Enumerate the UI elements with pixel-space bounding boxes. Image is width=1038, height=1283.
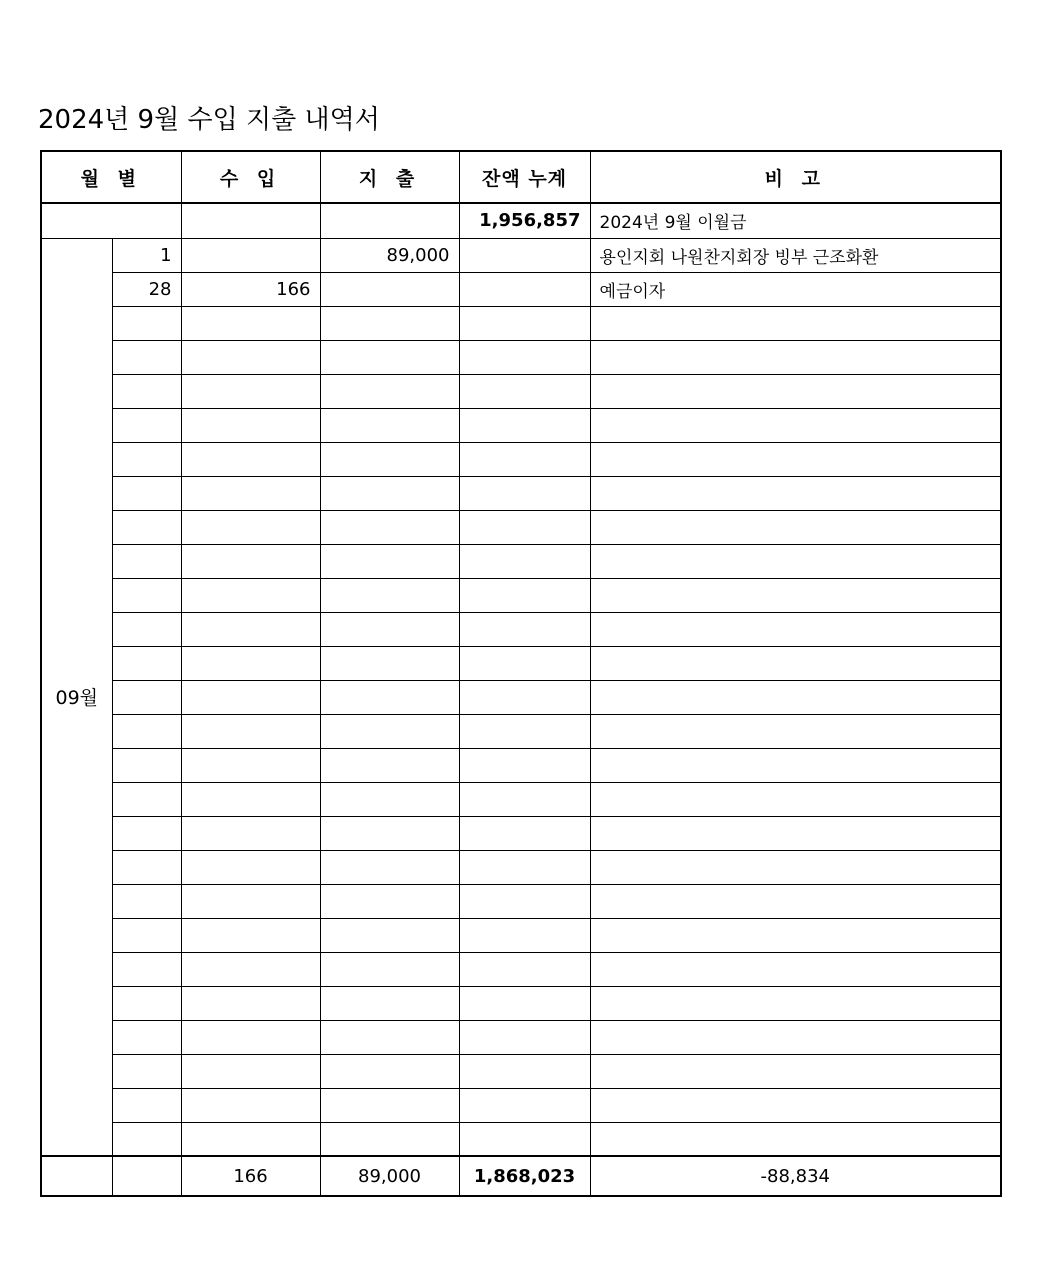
header-month: 월 별	[41, 151, 181, 203]
income-cell	[181, 340, 320, 374]
table-row	[41, 884, 1001, 918]
expense-cell	[320, 986, 459, 1020]
expense-cell	[320, 952, 459, 986]
note-cell	[590, 1054, 1001, 1088]
balance-cell	[459, 714, 590, 748]
day-cell	[112, 680, 181, 714]
balance-cell	[459, 238, 590, 272]
expense-cell	[320, 340, 459, 374]
table-row	[41, 782, 1001, 816]
note-cell: 용인지회 나원찬지회장 빙부 근조화환	[590, 238, 1001, 272]
income-cell	[181, 612, 320, 646]
table-row	[41, 340, 1001, 374]
total-expense: 89,000	[320, 1156, 459, 1196]
note-cell	[590, 510, 1001, 544]
note-cell	[590, 1122, 1001, 1156]
balance-cell	[459, 272, 590, 306]
income-cell	[181, 952, 320, 986]
expense-cell	[320, 1088, 459, 1122]
carry-over-expense-cell	[320, 203, 459, 238]
note-cell	[590, 748, 1001, 782]
day-cell	[112, 748, 181, 782]
expense-cell	[320, 782, 459, 816]
table-row	[41, 612, 1001, 646]
balance-cell	[459, 476, 590, 510]
balance-cell	[459, 986, 590, 1020]
expense-cell	[320, 612, 459, 646]
ledger-table	[40, 150, 1002, 1197]
table-row	[41, 408, 1001, 442]
expense-cell	[320, 408, 459, 442]
income-cell	[181, 1088, 320, 1122]
note-cell	[590, 952, 1001, 986]
expense-cell	[320, 306, 459, 340]
day-cell	[112, 374, 181, 408]
day-cell	[112, 816, 181, 850]
table-row	[41, 748, 1001, 782]
header-row	[41, 151, 1001, 203]
day-cell	[112, 408, 181, 442]
balance-cell	[459, 544, 590, 578]
day-cell	[112, 1122, 181, 1156]
expense-cell	[320, 714, 459, 748]
note-cell	[590, 578, 1001, 612]
income-cell: 166	[181, 272, 320, 306]
note-cell	[590, 884, 1001, 918]
balance-cell	[459, 782, 590, 816]
table-row	[41, 272, 1001, 306]
day-cell	[112, 850, 181, 884]
note-cell	[590, 680, 1001, 714]
income-cell	[181, 782, 320, 816]
table-row	[41, 476, 1001, 510]
balance-cell	[459, 1122, 590, 1156]
expense-cell	[320, 442, 459, 476]
day-cell	[112, 1054, 181, 1088]
income-cell	[181, 1020, 320, 1054]
expense-cell	[320, 374, 459, 408]
day-cell	[112, 544, 181, 578]
carry-over-row	[41, 203, 1001, 238]
note-cell	[590, 408, 1001, 442]
note-cell	[590, 340, 1001, 374]
document-title: 2024년 9월 수입 지출 내역서	[38, 105, 380, 135]
table-row	[41, 578, 1001, 612]
total-balance: 1,868,023	[459, 1156, 590, 1196]
expense-cell	[320, 510, 459, 544]
day-cell	[112, 1088, 181, 1122]
table-row	[41, 986, 1001, 1020]
header-income: 수 입	[181, 151, 320, 203]
total-month-cell	[41, 1156, 112, 1196]
table-row	[41, 306, 1001, 340]
expense-cell: 89,000	[320, 238, 459, 272]
table-row	[41, 646, 1001, 680]
header-note: 비 고	[590, 151, 1001, 203]
table-row	[41, 510, 1001, 544]
income-cell	[181, 510, 320, 544]
balance-cell	[459, 748, 590, 782]
table-row	[41, 374, 1001, 408]
balance-cell	[459, 408, 590, 442]
income-cell	[181, 578, 320, 612]
day-cell	[112, 476, 181, 510]
note-cell	[590, 986, 1001, 1020]
day-cell: 1	[112, 238, 181, 272]
expense-cell	[320, 850, 459, 884]
expense-cell	[320, 1054, 459, 1088]
income-cell	[181, 884, 320, 918]
expense-cell	[320, 1122, 459, 1156]
table-row	[41, 1088, 1001, 1122]
balance-cell	[459, 510, 590, 544]
note-cell	[590, 646, 1001, 680]
income-cell	[181, 680, 320, 714]
day-cell	[112, 578, 181, 612]
note-cell	[590, 374, 1001, 408]
note-cell	[590, 544, 1001, 578]
balance-cell	[459, 850, 590, 884]
day-cell	[112, 884, 181, 918]
day-cell	[112, 442, 181, 476]
expense-cell	[320, 680, 459, 714]
balance-cell	[459, 306, 590, 340]
income-cell	[181, 1122, 320, 1156]
note-cell	[590, 306, 1001, 340]
day-cell	[112, 646, 181, 680]
table-row	[41, 544, 1001, 578]
income-cell	[181, 476, 320, 510]
income-cell	[181, 238, 320, 272]
income-cell	[181, 714, 320, 748]
expense-cell	[320, 646, 459, 680]
balance-cell	[459, 1020, 590, 1054]
day-cell	[112, 952, 181, 986]
day-cell	[112, 986, 181, 1020]
income-cell	[181, 816, 320, 850]
income-cell	[181, 1054, 320, 1088]
income-cell	[181, 442, 320, 476]
note-cell	[590, 612, 1001, 646]
expense-cell	[320, 544, 459, 578]
table-row	[41, 1020, 1001, 1054]
balance-cell	[459, 340, 590, 374]
carry-over-balance: 1,956,857	[459, 203, 590, 238]
balance-cell	[459, 680, 590, 714]
balance-cell	[459, 578, 590, 612]
balance-cell	[459, 1088, 590, 1122]
day-cell	[112, 1020, 181, 1054]
income-cell	[181, 408, 320, 442]
balance-cell	[459, 918, 590, 952]
table-row	[41, 680, 1001, 714]
header-balance: 잔액 누계	[459, 151, 590, 203]
total-income: 166	[181, 1156, 320, 1196]
income-cell	[181, 374, 320, 408]
expense-cell	[320, 884, 459, 918]
total-day-cell	[112, 1156, 181, 1196]
expense-cell	[320, 578, 459, 612]
total-note: -88,834	[590, 1156, 1001, 1196]
table-row	[41, 1122, 1001, 1156]
month-label: 09월	[41, 238, 112, 1156]
day-cell: 28	[112, 272, 181, 306]
balance-cell	[459, 1054, 590, 1088]
day-cell	[112, 612, 181, 646]
day-cell	[112, 782, 181, 816]
balance-cell	[459, 374, 590, 408]
balance-cell	[459, 442, 590, 476]
note-cell	[590, 850, 1001, 884]
note-cell	[590, 442, 1001, 476]
income-cell	[181, 748, 320, 782]
note-cell: 예금이자	[590, 272, 1001, 306]
note-cell	[590, 1088, 1001, 1122]
note-cell	[590, 782, 1001, 816]
day-cell	[112, 714, 181, 748]
note-cell	[590, 918, 1001, 952]
table-row	[41, 952, 1001, 986]
table-row	[41, 1054, 1001, 1088]
day-cell	[112, 306, 181, 340]
header-expense: 지 출	[320, 151, 459, 203]
note-cell	[590, 816, 1001, 850]
balance-cell	[459, 884, 590, 918]
carry-over-month-cell	[41, 203, 181, 238]
table-row	[41, 238, 1001, 272]
income-cell	[181, 306, 320, 340]
table-row	[41, 442, 1001, 476]
expense-cell	[320, 476, 459, 510]
day-cell	[112, 510, 181, 544]
income-cell	[181, 918, 320, 952]
expense-cell	[320, 272, 459, 306]
day-cell	[112, 918, 181, 952]
carry-over-note: 2024년 9월 이월금	[590, 203, 1001, 238]
expense-cell	[320, 1020, 459, 1054]
balance-cell	[459, 816, 590, 850]
balance-cell	[459, 612, 590, 646]
note-cell	[590, 714, 1001, 748]
table-row	[41, 850, 1001, 884]
table-row	[41, 918, 1001, 952]
table-row	[41, 816, 1001, 850]
carry-over-income-cell	[181, 203, 320, 238]
income-cell	[181, 646, 320, 680]
expense-cell	[320, 816, 459, 850]
expense-cell	[320, 748, 459, 782]
table-row	[41, 714, 1001, 748]
note-cell	[590, 1020, 1001, 1054]
income-cell	[181, 986, 320, 1020]
income-cell	[181, 850, 320, 884]
income-cell	[181, 544, 320, 578]
balance-cell	[459, 646, 590, 680]
expense-cell	[320, 918, 459, 952]
day-cell	[112, 340, 181, 374]
balance-cell	[459, 952, 590, 986]
total-row	[41, 1156, 1001, 1196]
note-cell	[590, 476, 1001, 510]
